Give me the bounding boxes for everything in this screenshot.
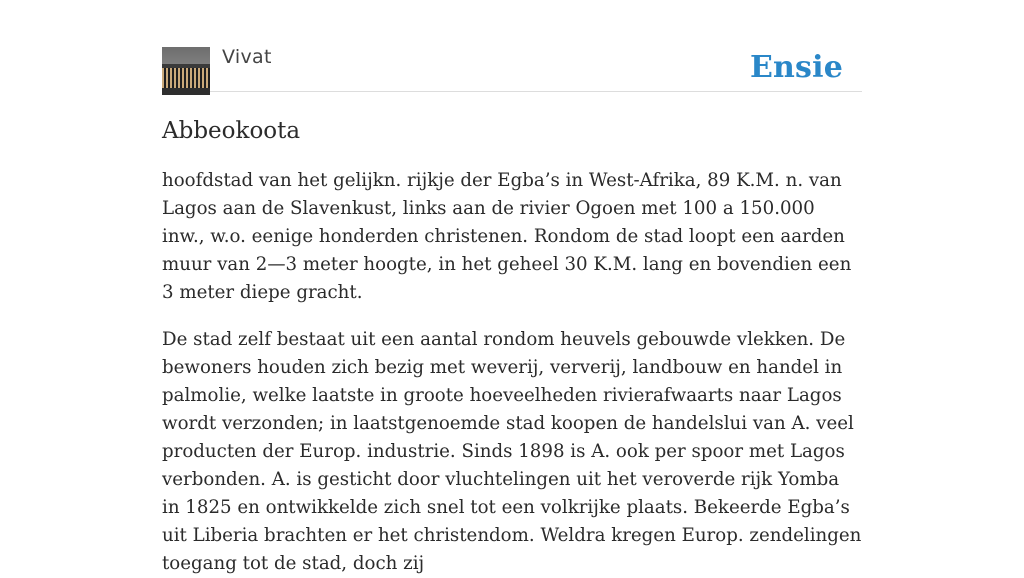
brand-logo[interactable]: Ensie <box>749 50 843 85</box>
author-avatar[interactable] <box>162 47 210 95</box>
article-body <box>162 167 862 578</box>
article-title: Abbeokoota <box>162 118 301 144</box>
author-name[interactable]: Vivat <box>222 46 272 68</box>
avatar-image-icon <box>162 47 210 95</box>
article-paragraph: De stad zelf bestaat uit een aantal rondom heuvels gebouwde vlekken. De bewoners houden zich bezig met weverij, ververij, landbouw en handel in palmolie, welke laatste in groote hoeveelheden rivierafwaarts naar Lagos wordt verzonden; in laatstgenoemde stad koopen de handelslui van A. veel producten der Europ. industrie. Sinds 1898 is A. ook per spoor met Lagos verbonden. A. is gesticht door vluchtelingen uit het veroverde rijk Yomba in 1825 en ontwikkelde zich snel tot een volkrijke plaats. Bekeerde Egba’s uit Liberia brachten er het christendom. Weldra kregen Europ. zendelingen toegang tot de stad, doch zij <box>162 329 862 574</box>
article-paragraph: hoofdstad van het gelijkn. rijkje der Egba’s in West-Afrika, 89 K.M. n. van Lagos aan de Slavenkust, links aan de rivier Ogoen met 100 a 150.000 inw., w.o. eenige honderden christenen. Rondom de stad loopt een aarden muur van 2—3 meter hoogte, in het geheel 30 K.M. lang en bovendien een 3 meter diepe gracht. <box>162 170 852 303</box>
page-container <box>162 0 862 578</box>
header <box>162 0 862 92</box>
